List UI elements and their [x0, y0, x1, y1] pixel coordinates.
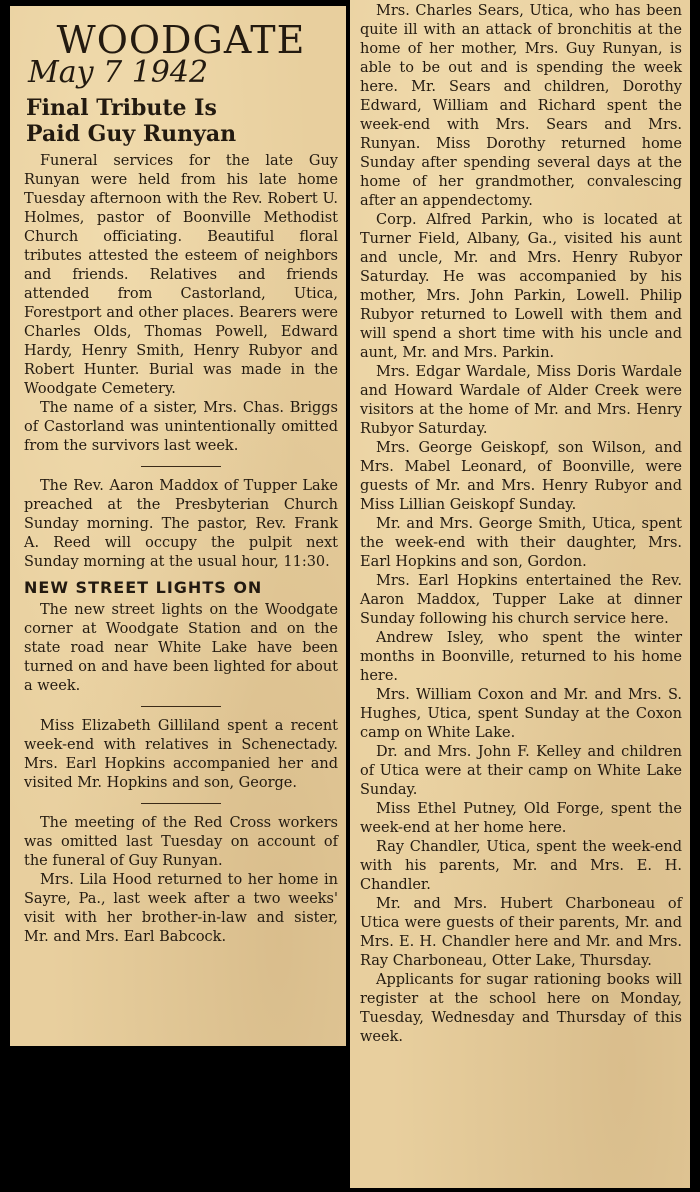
story-headline: [26, 95, 338, 148]
street-lights-heading: NEW STREET LIGHTS ON: [24, 577, 263, 597]
news-paragraph: Corp. Alfred Parkin, who is located at Turner Field, Albany, Ga., visited his aunt and uncle, Mr. and Mrs. Henry Rubyor Saturday. He was accompanied by his mother, Mrs. John Parkin, Lowell. Philip Rubyor returned to Lowell with them and will spend a short time with his uncle and aunt, Mr. and Mrs. Parkin.: [360, 212, 682, 361]
news-paragraph: Applicants for sugar rationing books will register at the school here on Monday, Tuesday, Wednesday and Thursday of this week.: [360, 972, 682, 1045]
news-paragraph: Ray Chandler, Utica, spent the week-end with his parents, Mr. and Mrs. E. H. Chandler.: [360, 839, 682, 893]
news-paragraph: Dr. and Mrs. John F. Kelley and children of Utica were at their camp on White Lake Sunday.: [360, 744, 682, 798]
news-paragraph: Mr. and Mrs. George Smith, Utica, spent the week-end with their daughter, Mrs. Earl Hopkins and son, Gordon.: [360, 516, 682, 570]
story-headline-line2: Paid Guy Runyan: [26, 121, 237, 148]
hood-paragraph: Mrs. Lila Hood returned to her home in Sayre, Pa., last week after a two weeks' visit with her brother-in-law and sister, Mr. and Mrs. Earl Babcock.: [24, 871, 338, 945]
red-cross-paragraph: The meeting of the Red Cross workers was omitted last Tuesday on account of the funeral of Guy Runyan.: [24, 814, 338, 869]
survivor-correction-paragraph: The name of a sister, Mrs. Chas. Briggs of Castorland was unintentionally omitted from the survivors last week.: [24, 399, 338, 454]
gilliland-paragraph: Miss Elizabeth Gilliland spent a recent week-end with relatives in Schenectady. Mrs. Earl Hopkins accompanied her and visited Mr. Hopkins and son, George.: [24, 717, 338, 791]
divider-rule: [141, 803, 221, 804]
news-paragraph: Mrs. Earl Hopkins entertained the Rev. Aaron Maddox, Tupper Lake at dinner Sunday following his church service here.: [360, 573, 682, 627]
street-lights-paragraph: The new street lights on the Woodgate corner at Woodgate Station and on the state road near White Lake have been turned on and have been lighted for about a week.: [24, 601, 338, 694]
news-paragraph: Mrs. William Coxon and Mr. and Mrs. S. Hughes, Utica, spent Sunday at the Coxon camp on White Lake.: [360, 687, 682, 741]
divider-rule: [141, 466, 221, 467]
handwritten-date: May 7 1942: [28, 54, 209, 90]
left-clipping-column: [10, 6, 346, 1046]
funeral-paragraph: Funeral services for the late Guy Runyan were held from his late home Tuesday afternoon with the Rev. Robert U. Holmes, pastor of Boonville Methodist Church officiating. Beautiful floral tributes attested the esteem of neighbors and friends. Relatives and friends attended from Castorland, Utica, Forestport and other places. Bearers were Charles Olds, Thomas Powell, Edward Hardy, Henry Smith, Henry Rubyor and Robert Hunter. Burial was made in the Woodgate Cemetery.: [24, 152, 338, 397]
divider-rule: [141, 706, 221, 707]
maddox-paragraph: The Rev. Aaron Maddox of Tupper Lake preached at the Presbyterian Church Sunday morning. The pastor, Rev. Frank A. Reed will occupy the pulpit next Sunday morning at the usual hour, 11:30.: [24, 477, 338, 570]
news-paragraph: Mr. and Mrs. Hubert Charboneau of Utica were guests of their parents, Mr. and Mrs. E. H. Chandler here and Mr. and Mrs. Ray Charboneau, Otter Lake, Thursday.: [360, 896, 682, 969]
story-headline-line1: Final Tribute Is: [26, 94, 217, 121]
news-paragraph: Mrs. Edgar Wardale, Miss Doris Wardale and Howard Wardale of Alder Creek were visitors at the home of Mr. and Mrs. Henry Rubyor Saturday.: [360, 364, 682, 437]
news-paragraph: Miss Ethel Putney, Old Forge, spent the week-end at her home here.: [360, 801, 682, 836]
right-clipping-column: [350, 0, 690, 1188]
news-paragraph: Mrs. Charles Sears, Utica, who has been quite ill with an attack of bronchitis at the home of her mother, Mrs. Guy Runyan, is able to be out and is spending the week here. Mr. Sears and children, Dorothy Edward, William and Richard spent the week-end with Mrs. Sears and Mrs. Runyan. Miss Dorothy returned home Sunday after spending several days at the home of her grandmother, convalescing after an appendectomy.: [360, 3, 682, 209]
masthead-title: WOODGATE: [56, 18, 306, 62]
news-paragraph: Mrs. George Geiskopf, son Wilson, and Mrs. Mabel Leonard, of Boonville, were guests of Mr. and Mrs. Henry Rubyor and Miss Lillian Geiskopf Sunday.: [360, 440, 682, 513]
news-paragraph: Andrew Isley, who spent the winter months in Boonville, returned to his home here.: [360, 630, 682, 684]
